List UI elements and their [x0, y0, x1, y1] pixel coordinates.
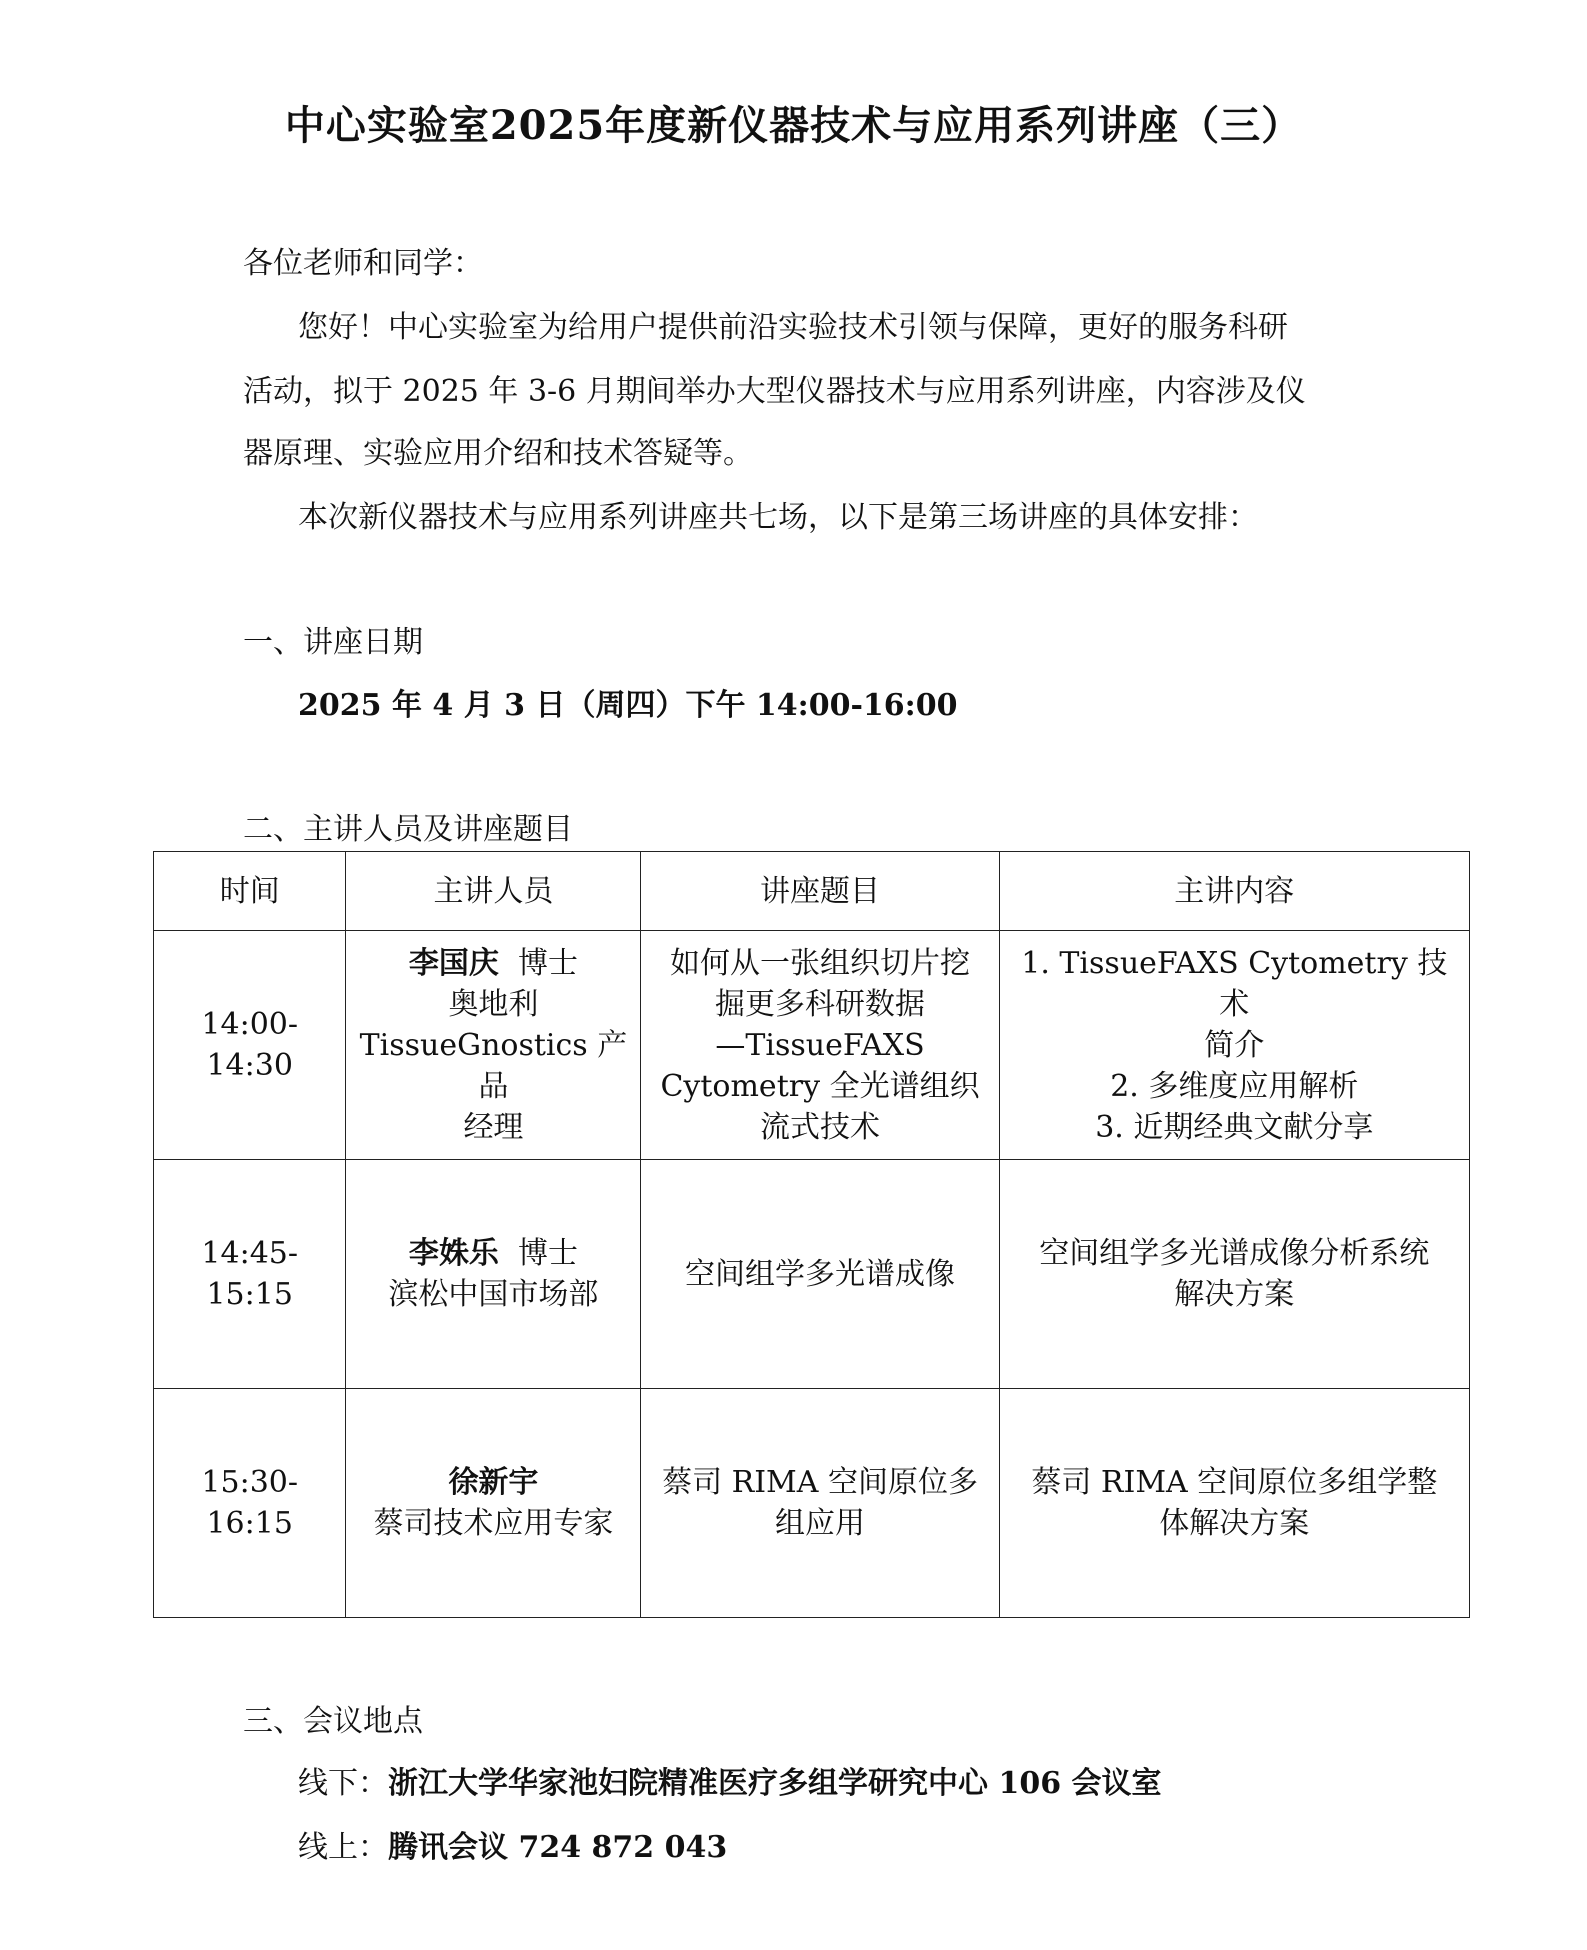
row-speaker	[346, 931, 641, 1160]
speaker-title: 博士	[517, 945, 578, 981]
table-row	[154, 931, 1470, 1160]
column-header-speaker: 主讲人员	[346, 852, 641, 931]
row-time: 14:00-14:30	[154, 931, 346, 1160]
content-line: 2. 多维度应用解析	[1110, 1068, 1359, 1104]
content-line: 蔡司 RIMA 空间原位多组学整	[1031, 1465, 1438, 1500]
row-content	[999, 1160, 1469, 1389]
speaker-org: 蔡司技术应用专家	[373, 1506, 614, 1541]
intro-line-2: 活动，拟于 2025 年 3-6 月期间举办大型仪器技术与应用系列讲座，内容涉及仪	[243, 374, 1306, 409]
online-value: 腾讯会议 724 872 043	[388, 1830, 728, 1865]
topic-line: 组应用	[775, 1506, 866, 1541]
content-line: 3. 近期经典文献分享	[1095, 1109, 1374, 1145]
offline-value: 浙江大学华家池妇院精准医疗多组学研究中心 106 会议室	[388, 1766, 1162, 1801]
row-topic	[641, 1389, 999, 1618]
column-header-content: 主讲内容	[999, 852, 1469, 931]
speaker-org: 奥地利	[448, 986, 539, 1022]
topic-line: 空间组学多光谱成像	[685, 1256, 956, 1292]
content-line: 空间组学多光谱成像分析系统	[1039, 1236, 1430, 1271]
row-content	[999, 1389, 1469, 1618]
lecture-date: 2025 年 4 月 3 日（周四）下午 14:00-16:00	[298, 688, 958, 723]
table-header-row	[154, 852, 1470, 931]
column-header-time: 时间	[154, 852, 346, 931]
offline-venue	[298, 1758, 1162, 1802]
topic-line: —TissueFAXS	[715, 1027, 925, 1063]
schedule-table	[153, 851, 1470, 1618]
speaker-line	[356, 943, 630, 984]
speaker-org: 滨松中国市场部	[388, 1277, 599, 1312]
online-label: 线上：	[298, 1830, 388, 1865]
greeting: 各位老师和同学：	[243, 246, 483, 281]
topic-line: 掘更多科研数据	[715, 986, 926, 1022]
column-header-topic: 讲座题目	[641, 852, 999, 931]
speaker-title: 博士	[517, 1236, 578, 1271]
row-content	[999, 931, 1469, 1160]
section-2-heading: 二、主讲人员及讲座题目	[243, 812, 573, 847]
offline-label: 线下：	[298, 1766, 388, 1801]
content-line: 解决方案	[1174, 1277, 1295, 1312]
intro-line-1: 您好！中心实验室为给用户提供前沿实验技术引领与保障，更好的服务科研	[298, 310, 1288, 345]
topic-line: Cytometry 全光谱组织	[660, 1068, 980, 1104]
section-3-heading: 三、会议地点	[243, 1704, 423, 1739]
row-time: 15:30-16:15	[154, 1389, 346, 1618]
row-speaker	[346, 1389, 641, 1618]
online-venue	[298, 1822, 727, 1866]
speaker-org: TissueGnostics 产品	[359, 1027, 628, 1104]
page-title: 中心实验室2025年度新仪器技术与应用系列讲座（三）	[284, 102, 1303, 149]
row-topic	[641, 931, 999, 1160]
row-time: 14:45-15:15	[154, 1160, 346, 1389]
section-1-heading: 一、讲座日期	[243, 625, 423, 660]
speaker-org: 经理	[463, 1109, 524, 1145]
row-speaker	[346, 1160, 641, 1389]
intro-line-4: 本次新仪器技术与应用系列讲座共七场，以下是第三场讲座的具体安排：	[298, 500, 1258, 535]
content-line: 1. TissueFAXS Cytometry 技术	[1021, 945, 1448, 1022]
row-topic	[641, 1160, 999, 1389]
content-line: 简介	[1204, 1027, 1265, 1063]
intro-line-3: 器原理、实验应用介绍和技术答疑等。	[243, 436, 753, 471]
content-line: 体解决方案	[1159, 1506, 1310, 1541]
speaker-name: 李国庆	[408, 945, 499, 981]
topic-line: 流式技术	[760, 1109, 881, 1145]
speaker-name: 徐新宇	[448, 1465, 539, 1500]
table-row	[154, 1160, 1470, 1389]
topic-line: 如何从一张组织切片挖	[670, 945, 971, 981]
topic-line: 蔡司 RIMA 空间原位多	[662, 1465, 978, 1500]
speaker-line	[356, 1233, 630, 1274]
speaker-name: 李姝乐	[408, 1236, 499, 1271]
table-row	[154, 1389, 1470, 1618]
